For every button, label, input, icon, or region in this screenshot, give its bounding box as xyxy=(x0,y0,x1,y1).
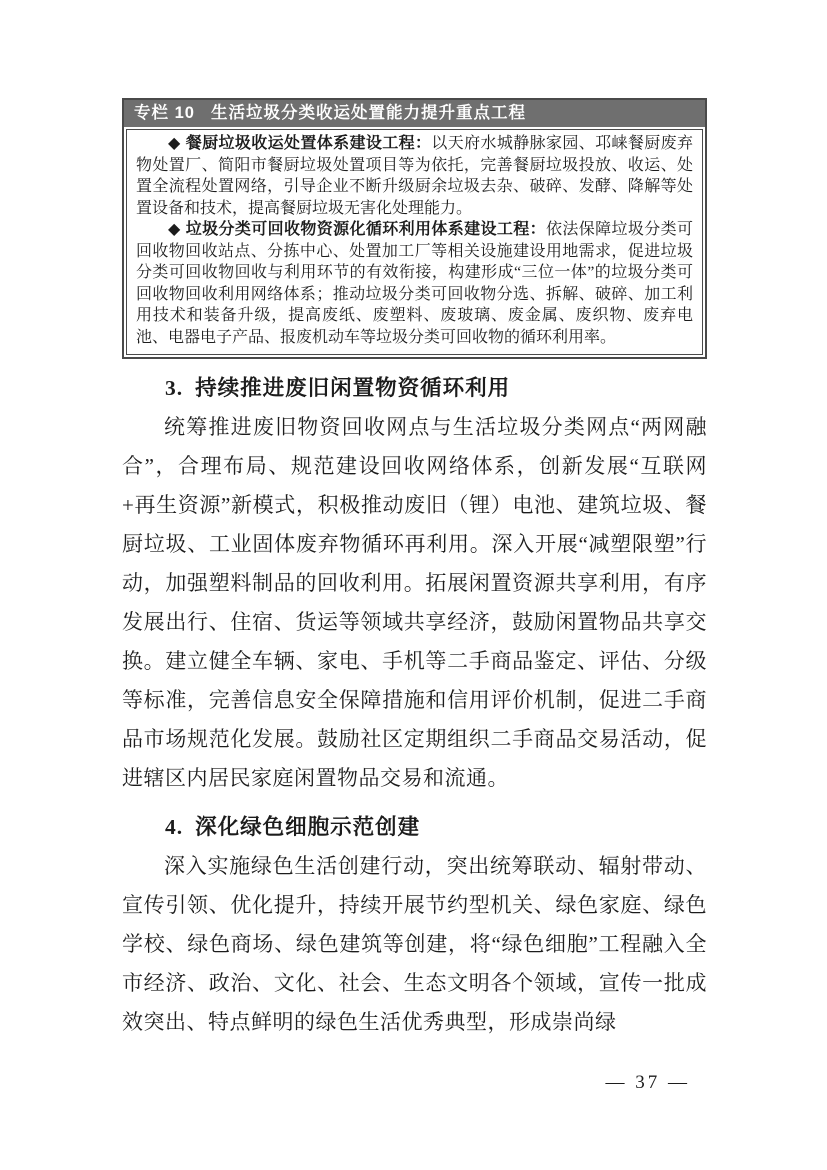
panel-body xyxy=(126,129,703,355)
panel-item xyxy=(136,219,693,348)
diamond-bullet-icon: ◆ xyxy=(168,135,181,152)
diamond-bullet-icon: ◆ xyxy=(168,221,181,238)
panel-item-text: 以天府水城静脉家园、邛崃餐厨废弃物处置厂、简阳市餐厨垃圾处置项目等为依托，完善餐厨垃圾投放、收运、处置全流程处置网络，引导企业不断升级厨余垃圾去杂、破碎、发酵、降解等处置设备和技术，提高餐厨垃圾无害化处理能力。 xyxy=(136,135,693,217)
section-4-paragraph: 深入实施绿色生活创建行动，突出统筹联动、辐射带动、宣传引领、优化提升，持续开展节约型机关、绿色家庭、绿色学校、绿色商场、绿色建筑等创建，将“绿色细胞”工程融入全市经济、政治、文化、社会、生态文明各个领域，宣传一批成效突出、特点鲜明的绿色生活优秀典型，形成崇尚绿 xyxy=(122,854,707,1034)
panel-title-text: 生活垃圾分类收运处置能力提升重点工程 xyxy=(210,104,526,122)
section-heading-4 xyxy=(122,808,707,847)
panel-title-bar xyxy=(124,100,705,127)
section-number: 3. xyxy=(165,376,184,400)
panel-item xyxy=(136,133,693,219)
section-heading-3 xyxy=(122,369,707,408)
section-number: 4. xyxy=(165,815,184,839)
text-column xyxy=(122,98,707,1042)
panel-title-number: 专栏 10 xyxy=(134,104,195,122)
panel-item-label: 餐厨垃圾收运处置体系建设工程： xyxy=(185,135,432,152)
section-title: 深化绿色细胞示范创建 xyxy=(195,815,421,839)
highlight-panel xyxy=(122,98,707,359)
section-title: 持续推进废旧闲置物资循环利用 xyxy=(195,376,511,400)
panel-item-text: 依法保障垃圾分类可回收物回收站点、分拣中心、处置加工厂等相关设施建设用地需求，促进垃圾分类可回收物回收与利用环节的有效衔接，构建形成“三位一体”的垃圾分类可回收物回收利用网络体系；推动垃圾分类可回收物分选、拆解、破碎、加工利用技术和装备升级，提高废纸、废塑料、废玻璃、废金属、废织物、废弃电池、电器电子产品、报废机动车等垃圾分类可回收物的循环利用率。 xyxy=(136,221,693,346)
page-number: — 37 — xyxy=(605,1072,690,1093)
section-3-paragraph: 统筹推进废旧物资回收网点与生活垃圾分类网点“两网融合”，合理布局、规范建设回收网络体系，创新发展“互联网+再生资源”新模式，积极推动废旧（锂）电池、建筑垃圾、餐厨垃圾、工业固体废弃物循环再利用。深入开展“减塑限塑”行动，加强塑料制品的回收利用。拓展闲置资源共享利用，有序发展出行、住宿、货运等领域共享经济，鼓励闲置物品共享交换。建立健全车辆、家电、手机等二手商品鉴定、评估、分级等标准，完善信息安全保障措施和信用评价机制，促进二手商品市场规范化发展。鼓励社区定期组织二手商品交易活动，促进辖区内居民家庭闲置物品交易和流通。 xyxy=(122,415,707,790)
panel-item-label: 垃圾分类可回收物资源化循环利用体系建设工程： xyxy=(185,221,546,238)
